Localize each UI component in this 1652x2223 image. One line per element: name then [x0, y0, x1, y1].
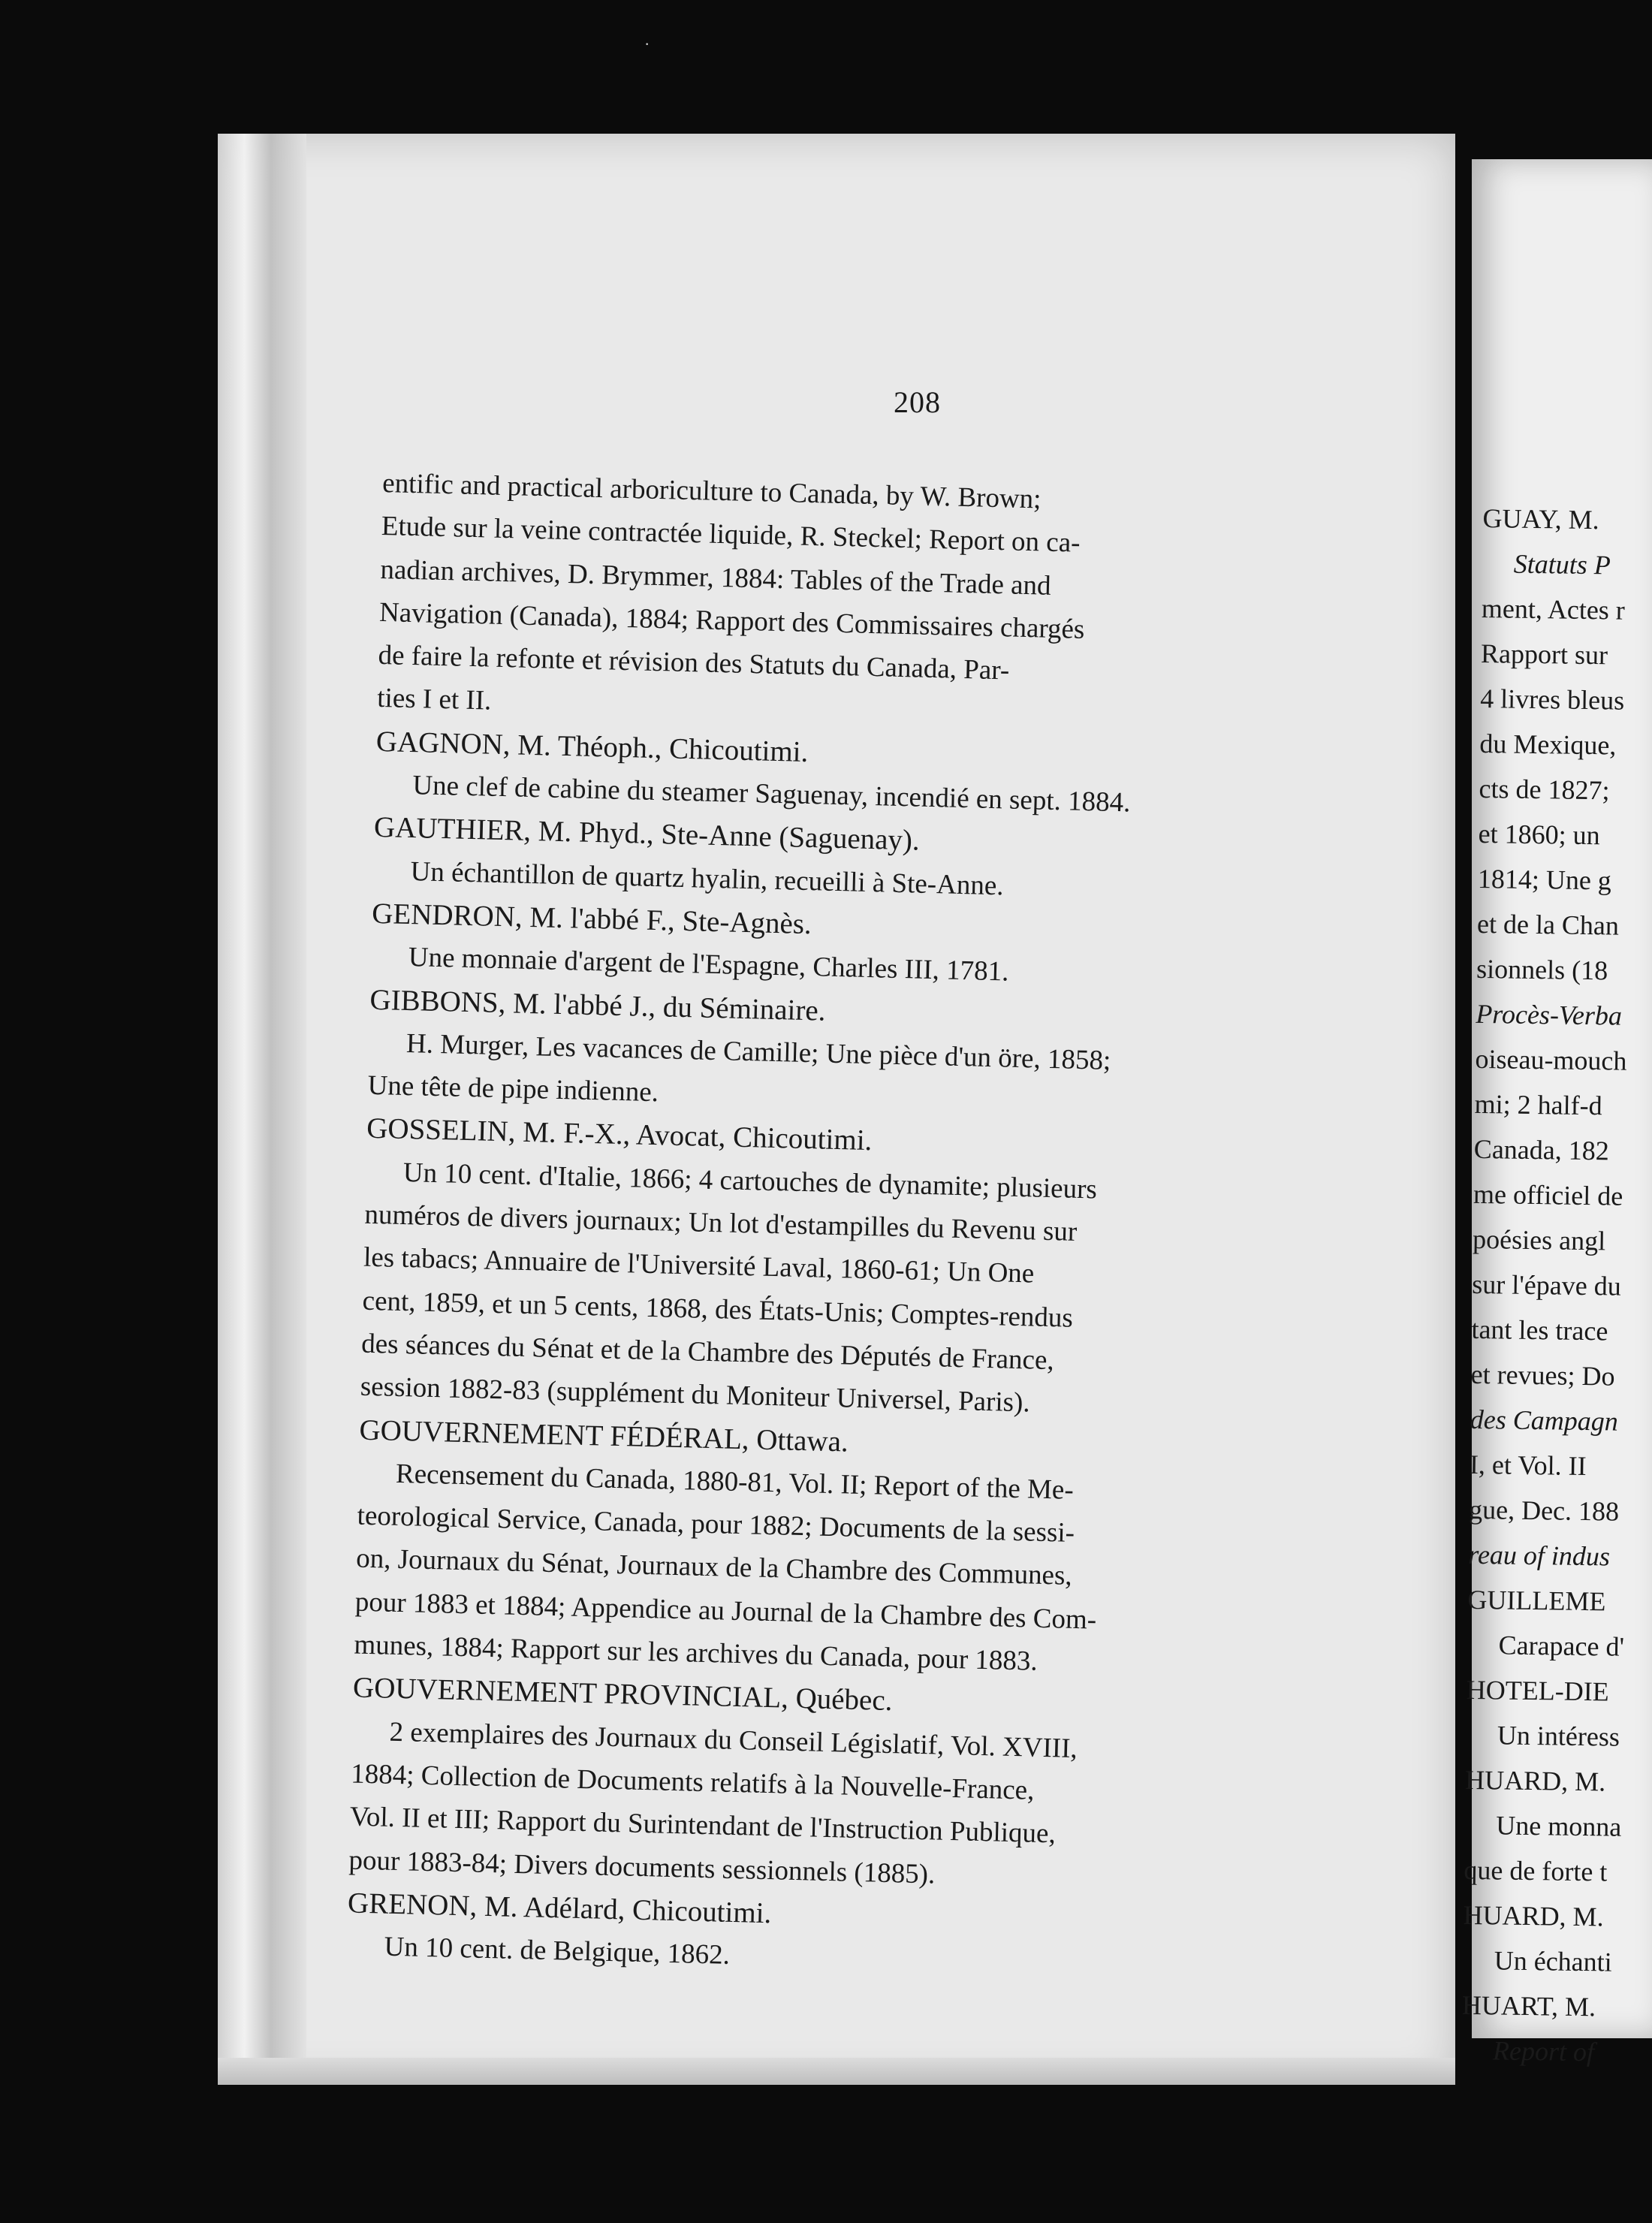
- entry-text-line: Un échantillon de quartz hyalin, recueilli à Ste-Anne.: [410, 855, 1005, 902]
- right-page-line: me officiel de: [1473, 1178, 1623, 1211]
- entry-heading: GAUTHIER, M. Phyd., Ste-Anne (Saguenay).: [373, 811, 921, 857]
- right-page-line: Rapport sur: [1480, 638, 1608, 671]
- corner-speck: ·: [644, 35, 650, 53]
- right-page-line: I, et Vol. II: [1469, 1449, 1587, 1482]
- right-page-line: Procès-Verba: [1476, 998, 1623, 1031]
- right-page-line: oiseau-mouch: [1475, 1043, 1627, 1076]
- entry-text-line: H. Murger, Les vacances de Camille; Une pièce d'un öre, 1858;: [405, 1027, 1111, 1076]
- right-page-line: et revues; Do: [1470, 1359, 1615, 1392]
- entry-text-line: Une clef de cabine du steamer Saguenay, incendié en sept. 1884.: [411, 770, 1131, 819]
- entry-text-line: Un 10 cent. de Belgique, 1862.: [384, 1931, 731, 1971]
- page-number: 208: [894, 385, 941, 419]
- entry-text-line: Etude sur la veine contractée liquide, R. Steckel; Report on ca-: [381, 511, 1081, 560]
- right-page-line: Un échanti: [1494, 1945, 1612, 1977]
- entry-heading: GENDRON, M. l'abbé F., Ste-Agnès.: [371, 897, 812, 941]
- entry-heading: GOUVERNEMENT PROVINCIAL, Québec.: [352, 1671, 893, 1718]
- right-page-line: du Mexique,: [1479, 728, 1617, 761]
- right-page-line: et 1860; un: [1478, 818, 1600, 851]
- right-page-line: Statuts P: [1513, 548, 1611, 581]
- right-page-line: 4 livres bleus: [1479, 683, 1625, 716]
- entry-text-line: numéros de divers journaux; Un lot d'estampilles du Revenu sur: [364, 1199, 1078, 1247]
- right-page-line: Une monna: [1496, 1810, 1622, 1842]
- entry-heading: GAGNON, M. Théoph., Chicoutimi.: [375, 725, 809, 768]
- right-page-line: GUAY, M.: [1482, 502, 1599, 535]
- right-page-line: HUARD, M.: [1463, 1899, 1604, 1932]
- right-page-line: reau of indus: [1468, 1539, 1611, 1572]
- right-page-line: que de forte t: [1464, 1854, 1608, 1887]
- right-page-line: des Campagn: [1470, 1404, 1619, 1437]
- right-page-line: 1814; Une g: [1477, 863, 1612, 896]
- left-page-text: [346, 462, 1374, 1992]
- entry-text-line: entific and practical arboriculture to Canada, by W. Brown;: [381, 467, 1042, 515]
- entry-text-line: ties I et II.: [376, 683, 492, 717]
- right-page-line: poésies angl: [1472, 1223, 1606, 1256]
- entry-text-line: nadian archives, D. Brymmer, 1884: Tables of the Trade and: [380, 553, 1052, 602]
- entry-text-line: Recensement du Canada, 1880-81, Vol. II; Report of the Me-: [395, 1458, 1075, 1506]
- entry-text-line: 2 exemplaires des Journaux du Conseil Législatif, Vol. XVIII,: [389, 1716, 1078, 1764]
- entry-text-line: Vol. II et III; Rapport du Surintendant de l'Instruction Publique,: [349, 1801, 1057, 1850]
- page-bottom-edge: [218, 2058, 1455, 2085]
- right-page-line: sur l'épave du: [1472, 1268, 1622, 1302]
- right-page-line: Report of: [1492, 2035, 1595, 2068]
- entry-text-line: pour 1883 et 1884; Appendice au Journal de la Chambre des Com-: [354, 1586, 1097, 1636]
- right-page-line: Un intéress: [1497, 1720, 1620, 1752]
- entry-text-line: les tabacs; Annuaire de l'Université Laval, 1860-61; Un One: [363, 1242, 1035, 1289]
- right-page-line: sionnels (18: [1476, 953, 1608, 986]
- right-page-line: gue, Dec. 188: [1468, 1494, 1620, 1527]
- right-page-line: ment, Actes r: [1481, 593, 1626, 626]
- entry-text-line: des séances du Sénat et de la Chambre des Députés de France,: [360, 1328, 1055, 1377]
- right-page-line: HUART, M.: [1461, 1989, 1596, 2022]
- entry-heading: GRENON, M. Adélard, Chicoutimi.: [347, 1887, 772, 1930]
- right-page-line: GUILLEME: [1467, 1584, 1606, 1617]
- entry-text-line: de faire la refonte et révision des Statuts du Canada, Par-: [378, 640, 1010, 686]
- right-page-text: [1461, 496, 1652, 2075]
- entry-text-line: cent, 1859, et un 5 cents, 1868, des États-Unis; Comptes-rendus: [362, 1285, 1074, 1334]
- right-page-line: HUARD, M.: [1464, 1764, 1606, 1797]
- entry-heading: GOUVERNEMENT FÉDÉRAL, Ottawa.: [358, 1413, 849, 1458]
- right-page-line: HOTEL-DIE: [1466, 1674, 1609, 1707]
- right-page-line: Carapace d': [1498, 1630, 1625, 1662]
- entry-text-line: Un 10 cent. d'Italie, 1866; 4 cartouches de dynamite; plusieurs: [402, 1157, 1098, 1205]
- entry-text-line: 1884; Collection de Documents relatifs à la Nouvelle-France,: [350, 1758, 1035, 1806]
- entry-text-line: Navigation (Canada), 1884; Rapport des Commissaires chargés: [378, 596, 1085, 645]
- right-page-line: et de la Chan: [1476, 908, 1620, 941]
- entry-text-line: on, Journaux du Sénat, Journaux de la Chambre des Communes,: [355, 1543, 1073, 1592]
- entry-text-line: munes, 1884; Rapport sur les archives du Canada, pour 1883.: [354, 1629, 1039, 1677]
- right-page-line: Canada, 182: [1473, 1133, 1610, 1166]
- entry-heading: GOSSELIN, M. F.-X., Avocat, Chicoutimi.: [366, 1112, 873, 1157]
- entry-heading: GIBBONS, M. l'abbé J., du Séminaire.: [369, 983, 827, 1027]
- page-edge-stack: [218, 134, 306, 2085]
- entry-text-line: pour 1883-84; Divers documents sessionnels (1885).: [348, 1844, 936, 1890]
- entry-text-line: Une tête de pipe indienne.: [367, 1069, 659, 1108]
- right-page-line: mi; 2 half-d: [1474, 1088, 1602, 1121]
- entry-text-line: session 1882-83 (supplément du Moniteur Universel, Paris).: [360, 1371, 1031, 1419]
- entry-text-line: Une monnaie d'argent de l'Espagne, Charles III, 1781.: [408, 942, 1009, 988]
- entry-text-line: teorological Service, Canada, pour 1882; Documents de la sessi-: [357, 1500, 1075, 1549]
- right-page-line: cts de 1827;: [1479, 773, 1610, 806]
- right-page-line: tant les trace: [1471, 1314, 1608, 1347]
